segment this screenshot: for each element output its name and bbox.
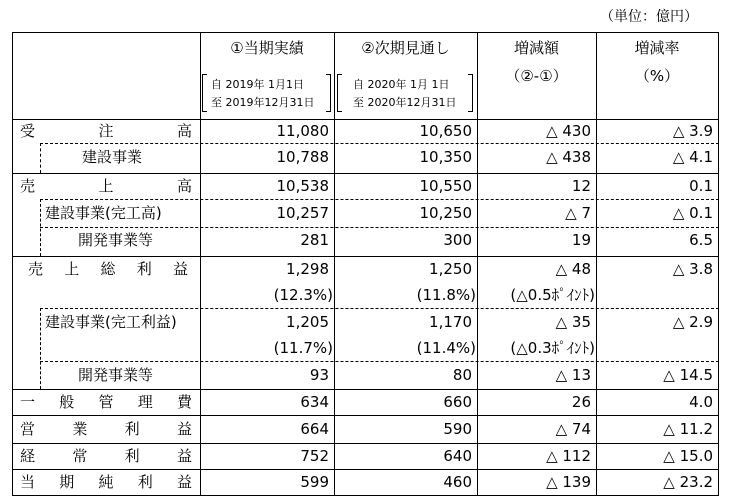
header-col-forecast: ②次期見通し [361, 39, 450, 57]
cell-value: △ 139 [546, 473, 591, 491]
table-border-top [12, 32, 719, 33]
row-label-construction-completed: 建設事業(完工高) [45, 204, 162, 222]
row-divider [12, 443, 719, 444]
forecast-period-to: 至 2020年12月31日 [353, 96, 457, 109]
row-label-sales: 売 上 高 [20, 177, 192, 195]
cell-value: 599 [300, 473, 329, 491]
unit-label: （単位：億円） [600, 9, 698, 25]
cell-margin: (11.7%) [273, 339, 333, 357]
cell-value: △ 13 [555, 366, 591, 384]
row-divider [12, 389, 719, 390]
row-divider [40, 308, 719, 309]
bracket-left [202, 74, 207, 112]
cell-margin: (11.4%) [416, 339, 476, 357]
cell-value: △ 11.2 [663, 420, 713, 438]
row-label-admin-expenses: 一 般 管 理 費 [20, 393, 192, 411]
cell-value: 19 [571, 231, 591, 249]
column-divider [718, 32, 719, 496]
cell-value: 10,650 [419, 122, 472, 140]
header-col-actual: ①当期実績 [230, 39, 304, 57]
row-divider [12, 119, 719, 120]
cell-margin: (12.3%) [273, 286, 333, 304]
cell-value: 6.5 [689, 231, 713, 249]
cell-value: 590 [443, 420, 472, 438]
cell-value: △ 4.1 [672, 148, 713, 166]
row-divider [40, 143, 719, 144]
row-divider [12, 173, 719, 174]
cell-value: △ 35 [555, 313, 591, 331]
indent-divider [40, 308, 41, 389]
bracket-left [337, 74, 342, 112]
row-divider [40, 227, 719, 228]
cell-value: △ 14.5 [663, 366, 713, 384]
indent-divider [40, 199, 41, 256]
cell-value: 1,205 [286, 313, 329, 331]
row-divider [12, 415, 719, 416]
row-label-construction-profit: 建設事業(完工利益) [45, 313, 177, 331]
row-label-gross-profit: 売 上 総 利 益 [28, 260, 188, 278]
cell-value: △ 438 [546, 148, 591, 166]
cell-value: 10,350 [419, 148, 472, 166]
cell-value: 752 [300, 447, 329, 465]
cell-value: △ 3.9 [672, 122, 713, 140]
cell-value: 281 [300, 231, 329, 249]
cell-value: 4.0 [689, 393, 713, 411]
cell-value: △ 3.8 [672, 260, 713, 278]
row-label-orders: 受 注 高 [20, 122, 192, 140]
cell-value: 10,550 [419, 177, 472, 195]
cell-value: 10,257 [276, 204, 329, 222]
cell-value: 26 [571, 393, 591, 411]
cell-value: △ 7 [565, 204, 591, 222]
cell-value: △ 74 [555, 420, 591, 438]
cell-value: 300 [443, 231, 472, 249]
cell-value: 10,788 [276, 148, 329, 166]
row-label-ordinary-profit: 経 常 利 益 [20, 447, 192, 465]
cell-value: 1,170 [429, 313, 472, 331]
cell-value: 0.1 [689, 177, 713, 195]
bracket-right [468, 74, 473, 112]
row-divider [12, 256, 719, 257]
row-divider [12, 469, 719, 470]
bracket-right [326, 74, 331, 112]
cell-value: 93 [309, 366, 329, 384]
cell-value: 1,250 [429, 260, 472, 278]
header-rate-unit: （%） [634, 67, 680, 85]
cell-value: 640 [443, 447, 472, 465]
cell-value: 10,538 [276, 177, 329, 195]
table-border-bottom [12, 495, 719, 496]
cell-margin: (11.8%) [416, 286, 476, 304]
header-change-formula: （②-①） [505, 67, 568, 85]
cell-value: 660 [443, 393, 472, 411]
cell-value: 80 [452, 366, 472, 384]
header-col-rate: 増減率 [634, 39, 680, 57]
row-label-construction: 建設事業 [82, 148, 143, 166]
cell-value: 12 [571, 177, 591, 195]
header-col-change: 増減額 [513, 39, 559, 57]
cell-value: △ 112 [546, 447, 591, 465]
cell-value: △ 15.0 [663, 447, 713, 465]
indent-divider [40, 143, 41, 173]
cell-margin-change: (△0.3ﾎﾟｲﾝﾄ) [510, 339, 595, 357]
cell-value: 10,250 [419, 204, 472, 222]
cell-margin-change: (△0.5ﾎﾟｲﾝﾄ) [510, 286, 595, 304]
cell-value: △ 2.9 [672, 313, 713, 331]
forecast-period-from: 自 2020年 1月 1日 [353, 78, 450, 91]
cell-value: △ 0.1 [672, 204, 713, 222]
row-label-operating-profit: 営 業 利 益 [20, 420, 192, 438]
row-divider [40, 361, 719, 362]
cell-value: 664 [300, 420, 329, 438]
column-divider [12, 32, 13, 496]
row-label-development: 開発事業等 [78, 366, 154, 384]
cell-value: △ 23.2 [663, 473, 713, 491]
cell-value: 1,298 [286, 260, 329, 278]
row-label-development: 開発事業等 [78, 231, 154, 249]
cell-value: 11,080 [276, 122, 329, 140]
cell-value: △ 430 [546, 122, 591, 140]
actual-period-from: 自 2019年 1月1日 [211, 78, 304, 91]
row-divider [40, 199, 719, 200]
cell-value: 460 [443, 473, 472, 491]
cell-value: 634 [300, 393, 329, 411]
row-label-net-income: 当 期 純 利 益 [20, 473, 192, 491]
financial-forecast-table [12, 32, 719, 496]
actual-period-to: 至 2019年12月31日 [211, 96, 315, 109]
cell-value: △ 48 [555, 260, 591, 278]
